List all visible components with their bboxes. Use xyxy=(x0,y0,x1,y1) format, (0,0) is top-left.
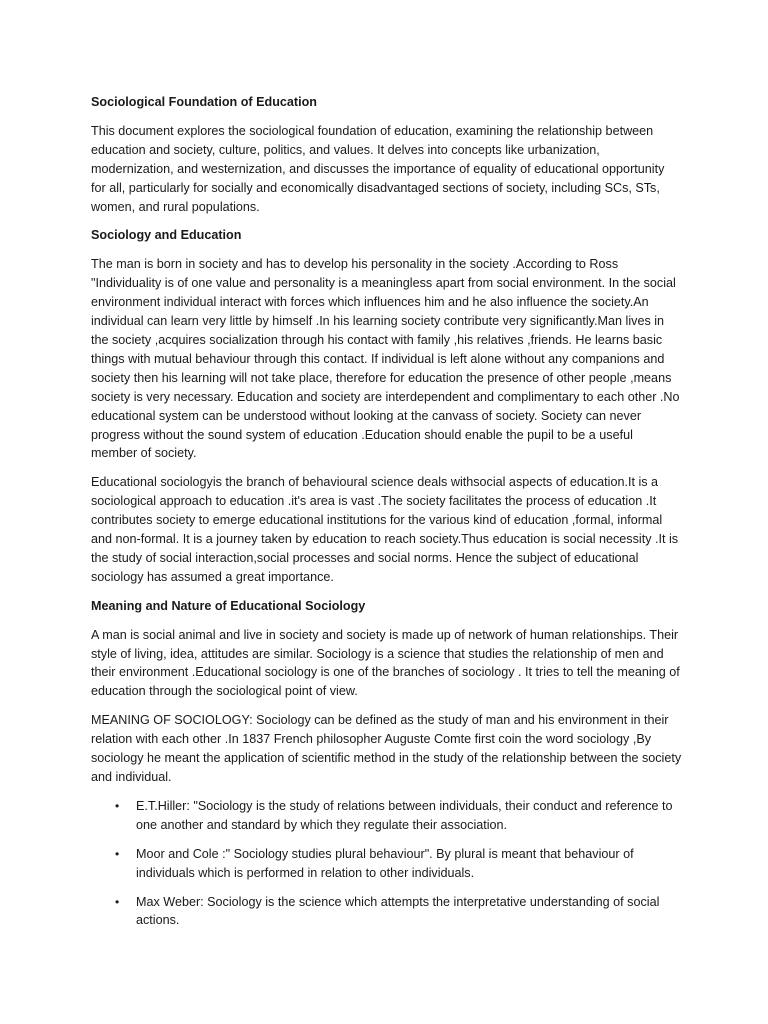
paragraph: A man is social animal and live in society and society is made up of network of human relationships. Their style of living, idea, attitudes are similar. Sociology is a science that studies the relationship of men and their environment .Educational sociology is one of the branches of sociology . It tries to tell the meaning of education through the sociological point of view. xyxy=(91,627,680,699)
list-item xyxy=(91,893,682,931)
intro-paragraph: This document explores the sociological foundation of education, examining the relationship between education and society, culture, politics, and values. It delves into concepts like urbanization, modernization, and westernization, and discusses the importance of equality of educational opportunity for all, particularly for socially and economically disadvantaged sections of society, including SCs, STs, women, and rural populations. xyxy=(91,123,665,214)
paragraph: The man is born in society and has to develop his personality in the society .According to Ross "Individuality is of one value and personality is a meaningless apart from social environment. In the social environment individual interact with forces which influences him and he also influence the society.An individual can learn very little by himself .In his learning society contribute very significantly.Man lives in the society ,acquires socialization through his contact with family ,his relatives ,friends. He learns basic things with mutual behaviour through this contact. If individual is left alone without any companions and society then his learning will not take place, therefore for education the presence of other people ,means society is very necessary. Education and society are interdependent and complimentary to each other .No educational system can be understood without looking at the canvass of society. Society can never progress without the sound system of education .Education should enable the pupil to be a useful member of society. xyxy=(91,257,680,461)
document-title: Sociological Foundation of Education xyxy=(91,95,317,109)
bullet-icon: • xyxy=(115,894,120,909)
bullet-icon: • xyxy=(115,798,120,813)
section-heading-sociology-and-education: Sociology and Education xyxy=(91,228,242,243)
paragraph: MEANING OF SOCIOLOGY: Sociology can be defined as the study of man and his environment in their relation with each other .In 1837 French philosopher Auguste Comte first coin the word sociology ,By sociology he meant the application of scientific method in the study of the relationship between the society and individual. xyxy=(91,713,682,784)
list-item-text: E.T.Hiller: "Sociology is the study of relations between individuals, their conduct and reference to one another and standard by which they regulate their association. xyxy=(136,798,673,832)
list-item-text: Moor and Cole :" Sociology studies plural behaviour". By plural is meant that behaviour of individuals which is performed in relation to other individuals. xyxy=(136,846,634,880)
list-item xyxy=(91,797,682,835)
section-heading-meaning-and-nature: Meaning and Nature of Educational Sociology xyxy=(91,598,366,613)
paragraph: Educational sociologyis the branch of behavioural science deals withsocial aspects of education.It is a sociological approach to education .it's area is vast .The society facilitates the process of education .It contributes society to emerge educational institutions for the various kind of education ,formal, informal and non-formal. It is a journey taken by education to reach society.Thus education is social necessity .It is the study of social interaction,social processes and social norms. Hence the subject of educational sociology has assumed a great importance. xyxy=(91,475,679,584)
list-item xyxy=(91,845,682,883)
list-item-text: Max Weber: Sociology is the science which attempts the interpretative understanding of social actions. xyxy=(136,894,660,928)
bullet-icon: • xyxy=(115,846,120,861)
definitions-list xyxy=(91,797,682,930)
